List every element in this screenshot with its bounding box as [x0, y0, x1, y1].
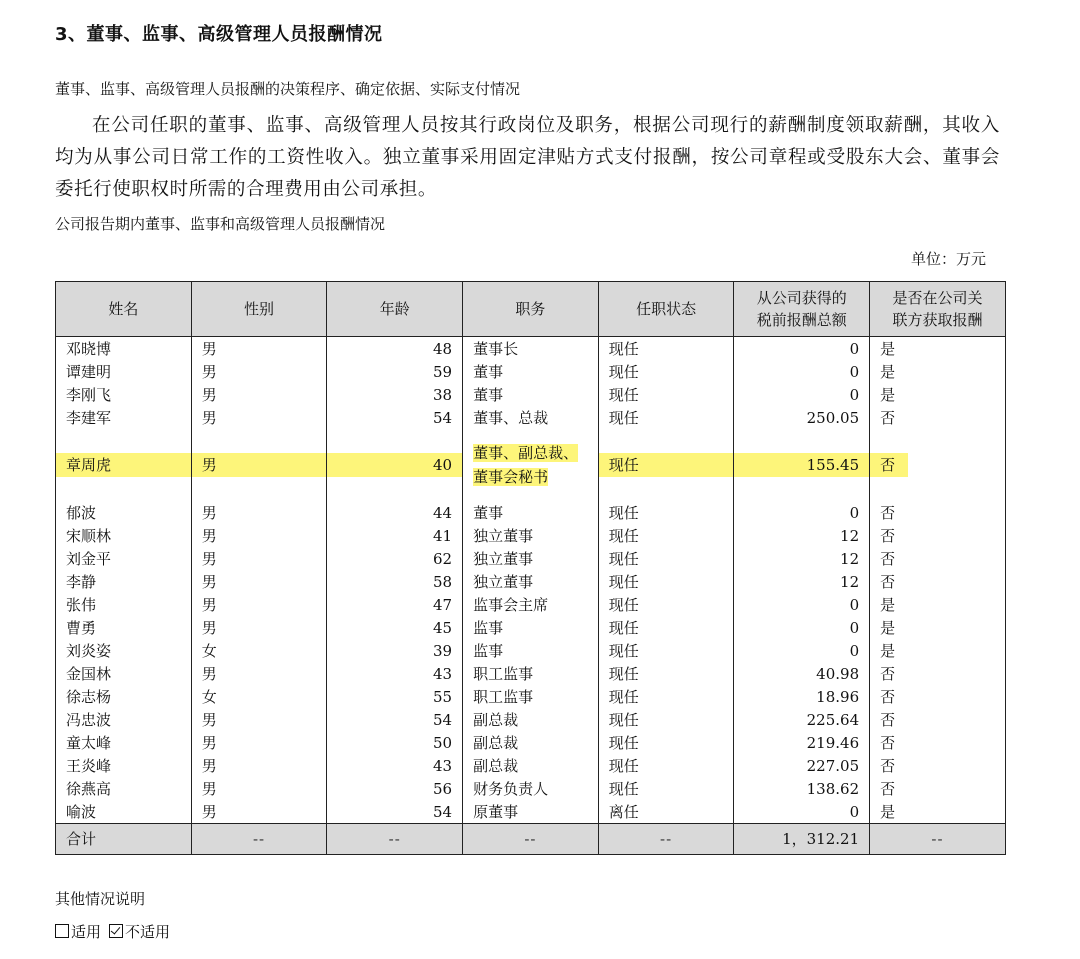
cell-name: 徐燕高 — [56, 777, 192, 800]
cell-name: 刘炎姿 — [56, 639, 192, 662]
cell-pay: 0 — [734, 501, 870, 524]
cell-gender: 男 — [191, 593, 327, 616]
total-label: 合计 — [56, 824, 192, 855]
cell-gender: 男 — [191, 708, 327, 731]
cell-pay: 12 — [734, 524, 870, 547]
cell-age: 54 — [327, 708, 463, 731]
cell-name: 刘金平 — [56, 547, 192, 570]
table-title: 公司报告期内董事、监事和高级管理人员报酬情况 — [55, 215, 386, 233]
cell-status: 现任 — [598, 754, 734, 777]
cell-pay: 219.46 — [734, 731, 870, 754]
cell-age: 40 — [327, 429, 463, 501]
cell-related: 否 — [870, 777, 1006, 800]
header-related — [870, 282, 1006, 337]
cell-gender: 男 — [191, 616, 327, 639]
cell-related: 否 — [870, 501, 1006, 524]
cell-name: 谭建明 — [56, 360, 192, 383]
cell-position: 职工监事 — [463, 685, 599, 708]
cell-position: 董事长 — [463, 337, 599, 361]
table-row — [56, 360, 1006, 383]
cell-age: 38 — [327, 383, 463, 406]
table-header-row — [56, 282, 1006, 337]
other-info-label: 其他情况说明 — [55, 890, 146, 908]
cell-name: 李建军 — [56, 406, 192, 429]
cell-status: 现任 — [598, 547, 734, 570]
cell-age: 43 — [327, 662, 463, 685]
cell-name: 喻波 — [56, 800, 192, 824]
cell-pay: 0 — [734, 616, 870, 639]
table-row — [56, 570, 1006, 593]
option-applicable[interactable] — [55, 923, 101, 941]
cell-pay: 155.45 — [734, 429, 870, 501]
cell-position: 独立董事 — [463, 547, 599, 570]
cell-pay: 227.05 — [734, 754, 870, 777]
cell-pay: 0 — [734, 639, 870, 662]
cell-position: 独立董事 — [463, 524, 599, 547]
cell-name: 金国林 — [56, 662, 192, 685]
header-pay — [734, 282, 870, 337]
cell-related: 否 — [870, 570, 1006, 593]
cell-age: 62 — [327, 547, 463, 570]
cell-name: 徐志杨 — [56, 685, 192, 708]
cell-gender: 男 — [191, 337, 327, 361]
table-row — [56, 593, 1006, 616]
cell-related: 否 — [870, 685, 1006, 708]
cell-age: 47 — [327, 593, 463, 616]
header-position: 职务 — [463, 282, 599, 337]
cell-related: 是 — [870, 383, 1006, 406]
total-pay: 1，312.21 — [734, 824, 870, 855]
cell-name: 曹勇 — [56, 616, 192, 639]
cell-position: 监事 — [463, 616, 599, 639]
cell-gender: 男 — [191, 800, 327, 824]
cell-status: 现任 — [598, 708, 734, 731]
section-heading: 3、董事、监事、高级管理人员报酬情况 — [55, 24, 383, 45]
cell-name: 邓晓博 — [56, 337, 192, 361]
table-body — [56, 337, 1006, 824]
cell-related: 否 — [870, 708, 1006, 731]
cell-gender: 男 — [191, 429, 327, 501]
cell-pay: 225.64 — [734, 708, 870, 731]
cell-status: 现任 — [598, 616, 734, 639]
cell-name: 童太峰 — [56, 731, 192, 754]
cell-name: 张伟 — [56, 593, 192, 616]
cell-gender: 男 — [191, 777, 327, 800]
cell-status: 现任 — [598, 383, 734, 406]
total-position: -- — [463, 824, 599, 855]
cell-status: 现任 — [598, 501, 734, 524]
cell-age: 45 — [327, 616, 463, 639]
cell-position: 监事 — [463, 639, 599, 662]
header-name: 姓名 — [56, 282, 192, 337]
cell-gender: 女 — [191, 639, 327, 662]
cell-name: 李刚飞 — [56, 383, 192, 406]
table-row — [56, 524, 1006, 547]
table-row — [56, 800, 1006, 824]
cell-position: 董事、总裁 — [463, 406, 599, 429]
header-age: 年龄 — [327, 282, 463, 337]
total-related: -- — [870, 824, 1006, 855]
header-related-line2: 联方获取报酬 — [892, 311, 983, 329]
cell-related: 是 — [870, 616, 1006, 639]
cell-position: 监事会主席 — [463, 593, 599, 616]
cell-pay: 0 — [734, 800, 870, 824]
cell-status: 现任 — [598, 685, 734, 708]
checkbox-checked-icon[interactable] — [109, 924, 123, 938]
table-row — [56, 662, 1006, 685]
cell-position: 董事 — [463, 383, 599, 406]
cell-status: 现任 — [598, 639, 734, 662]
cell-age: 44 — [327, 501, 463, 524]
cell-gender: 男 — [191, 383, 327, 406]
total-status: -- — [598, 824, 734, 855]
table-row — [56, 383, 1006, 406]
cell-name: 李静 — [56, 570, 192, 593]
cell-position — [463, 429, 599, 501]
cell-pay: 40.98 — [734, 662, 870, 685]
total-gender: -- — [191, 824, 327, 855]
cell-pay: 0 — [734, 337, 870, 361]
cell-age: 48 — [327, 337, 463, 361]
cell-position: 副总裁 — [463, 708, 599, 731]
cell-status: 离任 — [598, 800, 734, 824]
cell-pay: 138.62 — [734, 777, 870, 800]
cell-age: 41 — [327, 524, 463, 547]
cell-gender: 男 — [191, 662, 327, 685]
cell-name: 章周虎 — [56, 429, 192, 501]
unit-label: 单位：万元 — [910, 250, 986, 268]
cell-status: 现任 — [598, 777, 734, 800]
table-row — [56, 337, 1006, 361]
cell-status: 现任 — [598, 337, 734, 361]
cell-gender: 男 — [191, 406, 327, 429]
cell-gender: 男 — [191, 524, 327, 547]
cell-position: 副总裁 — [463, 731, 599, 754]
table-row — [56, 429, 1006, 501]
cell-related: 否 — [870, 429, 1006, 501]
header-pay-line2: 税前报酬总额 — [756, 311, 847, 329]
cell-age: 54 — [327, 800, 463, 824]
compensation-table — [55, 281, 1006, 855]
cell-age: 59 — [327, 360, 463, 383]
applicability-options — [55, 921, 178, 942]
cell-pay: 18.96 — [734, 685, 870, 708]
compensation-paragraph: 在公司任职的董事、监事、高级管理人员按其行政岗位及职务，根据公司现行的薪酬制度领取薪酬，其收入均为从事公司日常工作的工资性收入。独立董事采用固定津贴方式支付报酬，按公司章程或受股东大会、董事会委托行使职权时所需的合理费用由公司承担。 — [55, 115, 1000, 200]
cell-status: 现任 — [598, 662, 734, 685]
table-row — [56, 754, 1006, 777]
header-status: 任职状态 — [598, 282, 734, 337]
cell-pay: 250.05 — [734, 406, 870, 429]
cell-related: 是 — [870, 360, 1006, 383]
cell-related: 是 — [870, 593, 1006, 616]
cell-status: 现任 — [598, 406, 734, 429]
option-not-applicable[interactable] — [109, 923, 170, 941]
cell-name: 王炎峰 — [56, 754, 192, 777]
header-gender: 性别 — [191, 282, 327, 337]
cell-status: 现任 — [598, 731, 734, 754]
total-age: -- — [327, 824, 463, 855]
table-row — [56, 777, 1006, 800]
cell-position: 董事 — [463, 501, 599, 524]
cell-position: 职工监事 — [463, 662, 599, 685]
table-row — [56, 708, 1006, 731]
cell-age: 54 — [327, 406, 463, 429]
option-applicable-label: 适用 — [71, 923, 102, 941]
cell-pay: 0 — [734, 360, 870, 383]
checkbox-unchecked-icon[interactable] — [55, 924, 69, 938]
cell-position: 财务负责人 — [463, 777, 599, 800]
cell-position: 董事 — [463, 360, 599, 383]
cell-gender: 女 — [191, 685, 327, 708]
cell-gender: 男 — [191, 754, 327, 777]
table-row — [56, 639, 1006, 662]
cell-related: 是 — [870, 337, 1006, 361]
cell-related: 否 — [870, 547, 1006, 570]
cell-name: 宋顺林 — [56, 524, 192, 547]
cell-related: 否 — [870, 754, 1006, 777]
cell-name: 冯忠波 — [56, 708, 192, 731]
cell-position-text: 董事、副总裁、董事会秘书 — [473, 444, 579, 486]
cell-age: 58 — [327, 570, 463, 593]
cell-pay: 12 — [734, 570, 870, 593]
cell-pay: 12 — [734, 547, 870, 570]
table-total-row — [56, 824, 1006, 855]
cell-age: 39 — [327, 639, 463, 662]
option-not-applicable-label: 不适用 — [125, 923, 171, 941]
cell-age: 50 — [327, 731, 463, 754]
cell-status: 现任 — [598, 570, 734, 593]
cell-gender: 男 — [191, 501, 327, 524]
cell-related: 否 — [870, 524, 1006, 547]
cell-position: 原董事 — [463, 800, 599, 824]
table-row — [56, 685, 1006, 708]
cell-related: 是 — [870, 639, 1006, 662]
cell-name: 郁波 — [56, 501, 192, 524]
table-row — [56, 501, 1006, 524]
cell-pay: 0 — [734, 593, 870, 616]
cell-pay: 0 — [734, 383, 870, 406]
decision-procedure-line: 董事、监事、高级管理人员报酬的决策程序、确定依据、实际支付情况 — [55, 80, 521, 98]
table-row — [56, 547, 1006, 570]
cell-age: 55 — [327, 685, 463, 708]
cell-related: 是 — [870, 800, 1006, 824]
cell-status: 现任 — [598, 524, 734, 547]
cell-position: 副总裁 — [463, 754, 599, 777]
cell-gender: 男 — [191, 570, 327, 593]
cell-gender: 男 — [191, 731, 327, 754]
cell-gender: 男 — [191, 360, 327, 383]
cell-related: 否 — [870, 662, 1006, 685]
cell-age: 43 — [327, 754, 463, 777]
header-related-line1: 是否在公司关 — [892, 289, 983, 307]
cell-position: 独立董事 — [463, 570, 599, 593]
table-row — [56, 731, 1006, 754]
cell-status: 现任 — [598, 429, 734, 501]
cell-age: 56 — [327, 777, 463, 800]
header-pay-line1: 从公司获得的 — [756, 289, 847, 307]
cell-related: 否 — [870, 731, 1006, 754]
cell-status: 现任 — [598, 360, 734, 383]
cell-related: 否 — [870, 406, 1006, 429]
table-row — [56, 406, 1006, 429]
table-row — [56, 616, 1006, 639]
cell-gender: 男 — [191, 547, 327, 570]
cell-status: 现任 — [598, 593, 734, 616]
